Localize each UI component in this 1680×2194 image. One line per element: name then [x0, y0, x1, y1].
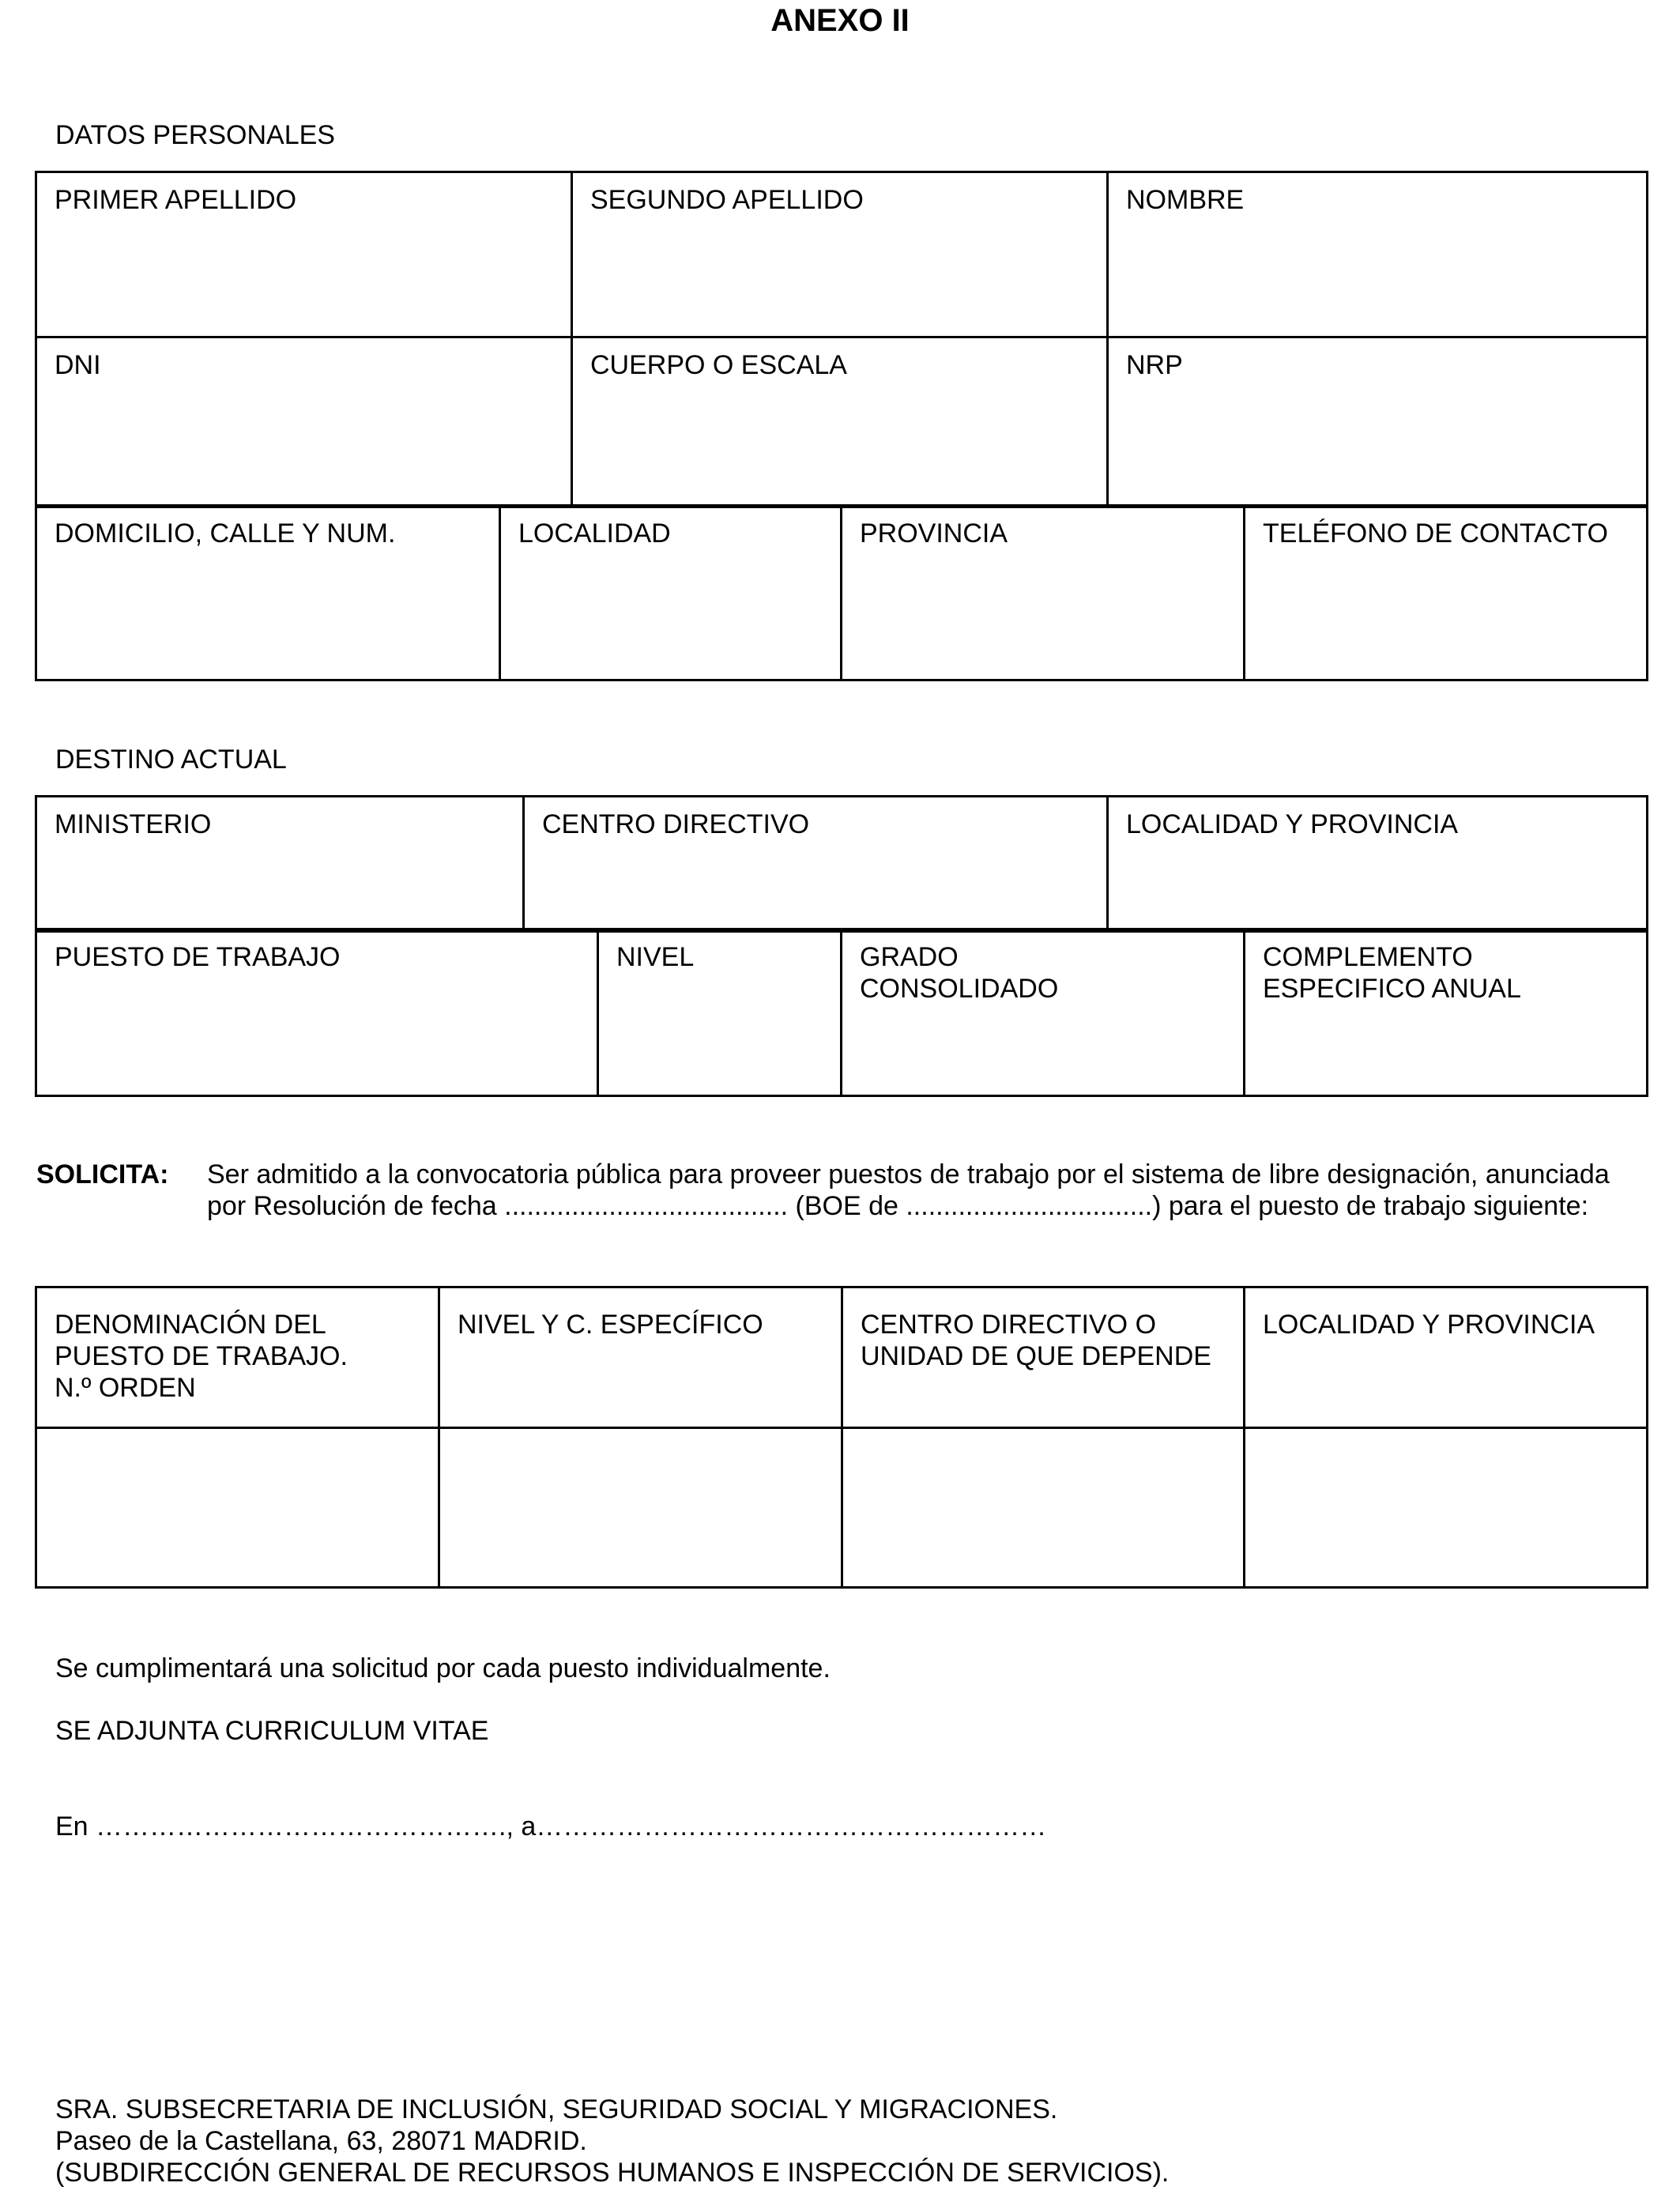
section-heading-destino-actual: DESTINO ACTUAL — [55, 745, 287, 775]
page-title: ANEXO II — [770, 3, 910, 38]
puesto-solicitado-table — [35, 1286, 1648, 1589]
addressee-line-3: (SUBDIRECCIÓN GENERAL DE RECURSOS HUMANOS E INSPECCIÓN DE SERVICIOS). — [55, 2158, 1170, 2188]
column-header: DENOMINACIÓN DEL PUESTO DE TRABAJO. N.º ORDEN — [55, 1310, 348, 1403]
header-denominacion-puesto — [36, 1287, 439, 1428]
solicita-line-2: por Resolución de fecha ...................................... (BOE de .................................) para el puesto de trabajo siguiente: — [207, 1191, 1589, 1221]
field-label: PRIMER APELLIDO — [55, 185, 297, 215]
destino-table-lower — [35, 928, 1648, 1097]
field-localidad-provincia[interactable] — [1108, 797, 1648, 932]
field-localidad[interactable] — [500, 506, 842, 680]
addressee-line-1: SRA. SUBSECRETARIA DE INCLUSIÓN, SEGURIDAD SOCIAL Y MIGRACIONES. — [55, 2094, 1058, 2124]
field-label: GRADO CONSOLIDADO — [860, 942, 1059, 1004]
field-cuerpo-escala[interactable] — [572, 337, 1108, 507]
curriculum-note: SE ADJUNTA CURRICULUM VITAE — [55, 1716, 489, 1746]
field-telefono[interactable] — [1245, 506, 1648, 680]
column-header: LOCALIDAD Y PROVINCIA — [1263, 1310, 1595, 1340]
field-label: CUERPO O ESCALA — [590, 350, 847, 380]
field-label: PROVINCIA — [860, 518, 1008, 548]
addressee-block — [55, 2094, 1169, 2188]
place-date-line[interactable]: En ………………………………………., a………………………………………………… — [55, 1811, 1047, 1842]
field-dni[interactable] — [36, 337, 572, 507]
header-centro-directivo — [842, 1287, 1245, 1428]
field-label: DNI — [55, 350, 101, 380]
header-nivel-especifico — [439, 1287, 842, 1428]
personal-data-table-lower — [35, 504, 1648, 681]
input-cell-nivel-especifico[interactable] — [439, 1428, 842, 1588]
section-heading-datos-personales: DATOS PERSONALES — [55, 120, 335, 150]
field-domicilio[interactable] — [36, 506, 500, 680]
field-label: MINISTERIO — [55, 809, 212, 839]
solicita-label: SOLICITA: — [36, 1159, 169, 1189]
field-centro-directivo[interactable] — [524, 797, 1108, 932]
field-primer-apellido[interactable] — [36, 172, 572, 337]
input-cell-localidad-provincia[interactable] — [1245, 1428, 1648, 1588]
field-label: NRP — [1126, 350, 1183, 380]
field-grado-consolidado[interactable] — [842, 929, 1245, 1096]
field-label: SEGUNDO APELLIDO — [590, 185, 864, 215]
input-cell-denominacion[interactable] — [36, 1428, 439, 1588]
field-complemento-especifico[interactable] — [1245, 929, 1648, 1096]
field-label: TELÉFONO DE CONTACTO — [1263, 518, 1609, 548]
personal-data-table-upper — [35, 171, 1648, 508]
field-label: PUESTO DE TRABAJO — [55, 942, 341, 972]
field-nombre[interactable] — [1108, 172, 1648, 337]
field-label: LOCALIDAD Y PROVINCIA — [1126, 809, 1459, 839]
field-nrp[interactable] — [1108, 337, 1648, 507]
destino-table-upper — [35, 795, 1648, 933]
field-label: LOCALIDAD — [518, 518, 671, 548]
note-one-application: Se cumplimentará una solicitud por cada puesto individualmente. — [55, 1653, 831, 1683]
addressee-line-2: Paseo de la Castellana, 63, 28071 MADRID. — [55, 2126, 587, 2156]
field-nivel[interactable] — [598, 929, 842, 1096]
field-label: CENTRO DIRECTIVO — [542, 809, 810, 839]
column-header: NIVEL Y C. ESPECÍFICO — [458, 1310, 763, 1340]
input-cell-centro-directivo[interactable] — [842, 1428, 1245, 1588]
field-provincia[interactable] — [842, 506, 1245, 680]
solicita-line-1: Ser admitido a la convocatoria pública para proveer puestos de trabajo por el sistema de libre designación, anunciada — [207, 1159, 1610, 1189]
solicita-text — [207, 1159, 1650, 1222]
field-ministerio[interactable] — [36, 797, 524, 932]
field-segundo-apellido[interactable] — [572, 172, 1108, 337]
header-localidad-provincia — [1245, 1287, 1648, 1428]
column-header: CENTRO DIRECTIVO O UNIDAD DE QUE DEPENDE — [861, 1310, 1211, 1371]
field-label: NOMBRE — [1126, 185, 1245, 215]
field-puesto-trabajo[interactable] — [36, 929, 598, 1096]
field-label: DOMICILIO, CALLE Y NUM. — [55, 518, 396, 548]
field-label: NIVEL — [616, 942, 695, 972]
field-label: COMPLEMENTO ESPECIFICO ANUAL — [1263, 942, 1521, 1004]
